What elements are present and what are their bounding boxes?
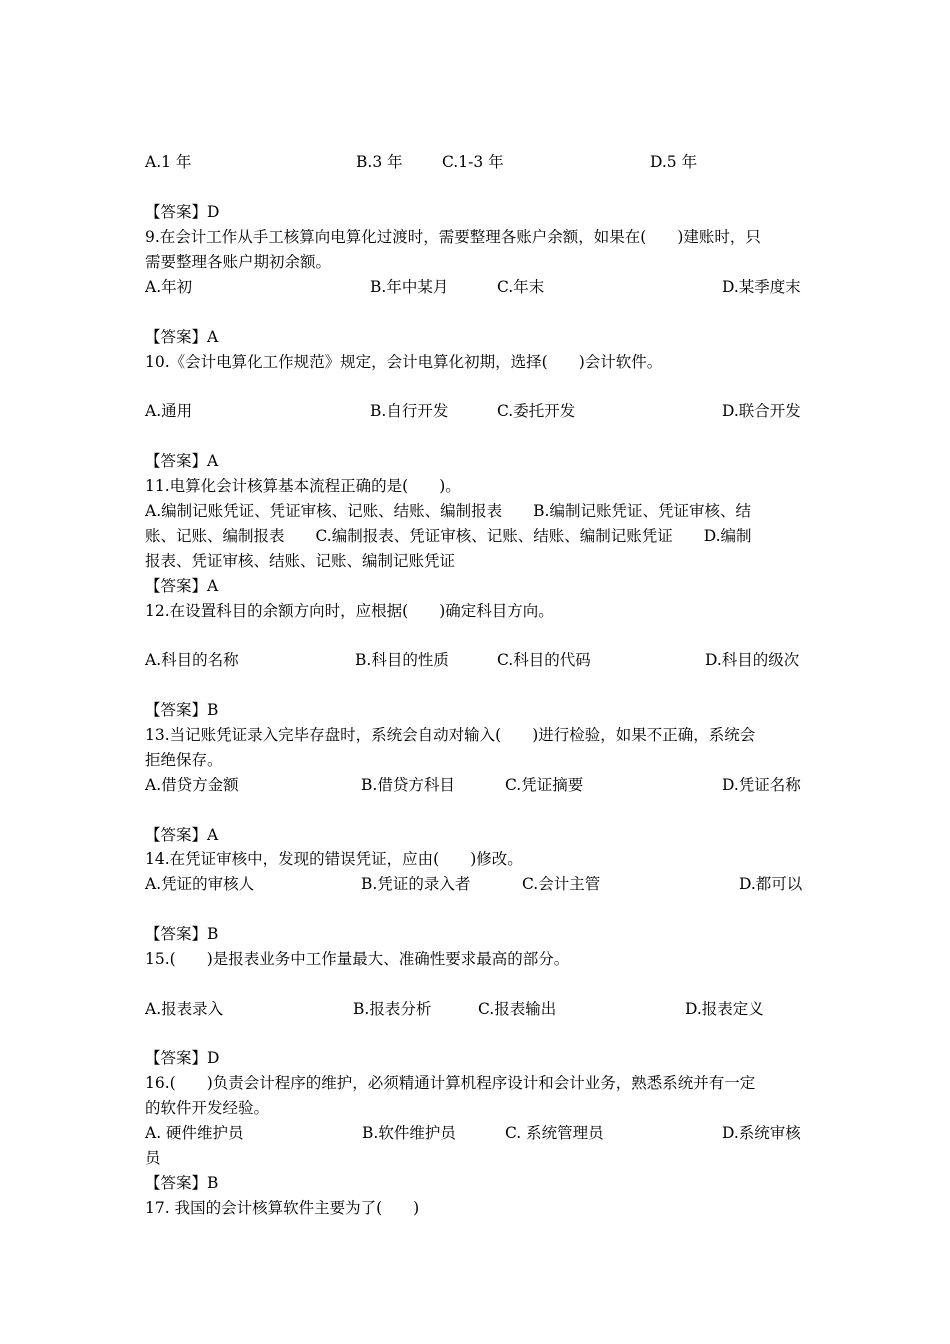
q17-stem: 17. 我国的会计核算软件主要为了( ) xyxy=(145,1199,420,1217)
q12-stem: 12.在设置科目的余额方向时，应根据( )确定科目方向。 xyxy=(145,602,554,620)
q16-option-c: C. 系统管理员 xyxy=(505,1124,604,1142)
q11-options-line-3: 报表、凭证审核、结账、记账、编制记账凭证 xyxy=(145,552,456,570)
q9-option-c: C.年末 xyxy=(497,278,545,296)
q8-answer: 【答案】D xyxy=(145,203,220,221)
q12-option-c: C.科目的代码 xyxy=(497,651,591,669)
q16-stem: 16.( )负责会计程序的维护，必须精通计算机程序设计和会计业务，熟悉系统并有一定 xyxy=(145,1074,756,1092)
q14-stem: 14.在凭证审核中，发现的错误凭证，应由( )修改。 xyxy=(145,850,523,868)
q16-stem-cont: 的软件开发经验。 xyxy=(145,1099,270,1117)
q9-stem: 9.在会计工作从手工核算向电算化过渡时，需要整理各账户余额，如果在( )建账时，只 xyxy=(145,228,761,246)
q15-answer: 【答案】D xyxy=(145,1049,220,1067)
q11-answer: 【答案】A xyxy=(145,577,219,595)
q8-option-d: D.5 年 xyxy=(650,153,698,171)
q14-option-d: D.都可以 xyxy=(739,875,803,893)
q10-option-a: A.通用 xyxy=(145,402,193,420)
q16-option-a: A. 硬件维护员 xyxy=(145,1124,244,1142)
q14-option-a: A.凭证的审核人 xyxy=(145,875,255,893)
q16-option-d-wrap: 员 xyxy=(145,1149,161,1167)
q13-stem: 13.当记账凭证录入完毕存盘时，系统会自动对输入( )进行检验，如果不正确，系统会 xyxy=(145,726,756,744)
q11-options-line-1: A.编制记账凭证、凭证审核、记账、结账、编制报表 B.编制记账凭证、凭证审核、结 xyxy=(145,502,751,520)
q9-option-a: A.年初 xyxy=(145,278,193,296)
q10-option-d: D.联合开发 xyxy=(722,402,801,420)
q13-stem-cont: 拒绝保存。 xyxy=(145,751,223,769)
q12-option-d: D.科目的级次 xyxy=(705,651,800,669)
q9-answer: 【答案】A xyxy=(145,328,219,346)
q13-option-a: A.借贷方金额 xyxy=(145,776,239,794)
q10-answer: 【答案】A xyxy=(145,452,219,470)
q15-option-a: A.报表录入 xyxy=(145,1000,224,1018)
q16-option-d: D.系统审核 xyxy=(722,1124,801,1142)
q13-option-c: C.凭证摘要 xyxy=(505,776,584,794)
q13-option-d: D.凭证名称 xyxy=(722,776,801,794)
q10-option-b: B.自行开发 xyxy=(370,402,449,420)
q12-answer: 【答案】B xyxy=(145,701,219,719)
q8-option-c: C.1-3 年 xyxy=(442,153,504,171)
q12-option-a: A.科目的名称 xyxy=(145,651,239,669)
q8-option-a: A.1 年 xyxy=(145,153,192,171)
q14-answer: 【答案】B xyxy=(145,925,219,943)
q15-stem: 15.( )是报表业务中工作量最大、准确性要求最高的部分。 xyxy=(145,950,570,968)
q15-option-c: C.报表输出 xyxy=(478,1000,557,1018)
q13-answer: 【答案】A xyxy=(145,826,219,844)
q10-option-c: C.委托开发 xyxy=(497,402,576,420)
q15-option-b: B.报表分析 xyxy=(353,1000,432,1018)
q11-options-line-2: 账、记账、编制报表 C.编制报表、凭证审核、记账、结账、编制记账凭证 D.编制 xyxy=(145,527,752,545)
q16-answer: 【答案】B xyxy=(145,1174,219,1192)
q16-option-b: B.软件维护员 xyxy=(362,1124,456,1142)
q8-option-b: B.3 年 xyxy=(356,153,403,171)
q10-stem: 10.《会计电算化工作规范》规定，会计电算化初期，选择( )会计软件。 xyxy=(145,353,663,371)
q9-stem-cont: 需要整理各账户期初余额。 xyxy=(145,253,332,271)
q15-option-d: D.报表定义 xyxy=(685,1000,764,1018)
q11-stem: 11.电算化会计核算基本流程正确的是( )。 xyxy=(145,477,461,495)
q12-option-b: B.科目的性质 xyxy=(355,651,449,669)
q9-option-b: B.年中某月 xyxy=(370,278,449,296)
q14-option-c: C.会计主管 xyxy=(522,875,601,893)
q9-option-d: D.某季度末 xyxy=(722,278,801,296)
q13-option-b: B.借贷方科目 xyxy=(361,776,455,794)
q14-option-b: B.凭证的录入者 xyxy=(361,875,471,893)
